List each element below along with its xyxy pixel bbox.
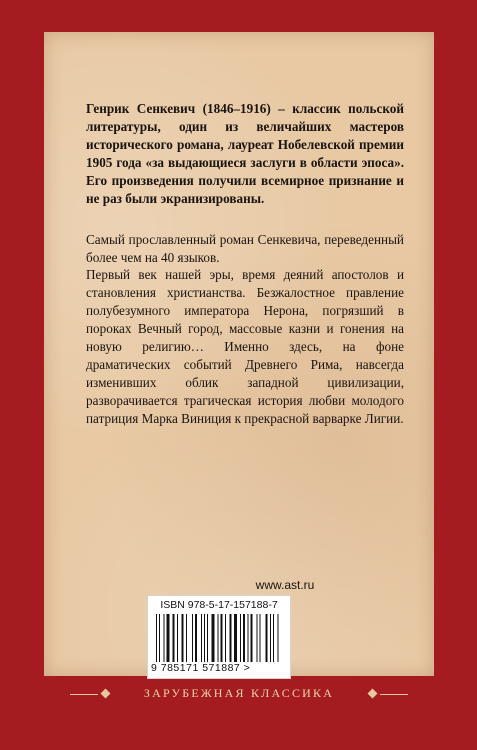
series-banner (44, 684, 434, 706)
barcode-bars (156, 614, 284, 662)
isbn-number: ISBN 978-5-17-157188-7 (160, 599, 278, 611)
diamond-icon (101, 689, 111, 699)
series-ornament-line-left (70, 694, 98, 695)
description-paragraph-2: Первый век нашей эры, время деяний апостолов и становления христианства. Безжалостное правление полубезумного императора Нерона, погрязший в пороках Вечный город, массовые казни и гонения на новую религию… Именно здесь, на фоне драматических событий Древнего Рима, навсегда изменивших облик западной цивилизации, разворачивается трагическая история любви молодого патриция Марка Виниция к прекрасной варварке Лигии. (86, 267, 404, 426)
publisher-website: www.ast.ru (255, 578, 315, 592)
series-name: ЗАРУБЕЖНАЯ КЛАССИКА (143, 686, 335, 700)
ean-digits: 9 785171 571887 > (151, 662, 251, 674)
barcode-block (148, 596, 290, 678)
diamond-icon (368, 689, 378, 699)
series-ornament-line-right (380, 694, 408, 695)
author-bio: Генрик Сенкевич (1846–1916) – классик польской литературы, один из величайших мастеров исторического романа, лауреат Нобелевской премии 1905 года «за выдающиеся заслуги в области эпоса». Его произведения получили всемирное признание и не раз были экранизированы. (86, 101, 404, 206)
description-paragraph-1: Самый прославленный роман Сенкевича, переведенный более чем на 40 языков. (86, 232, 404, 265)
